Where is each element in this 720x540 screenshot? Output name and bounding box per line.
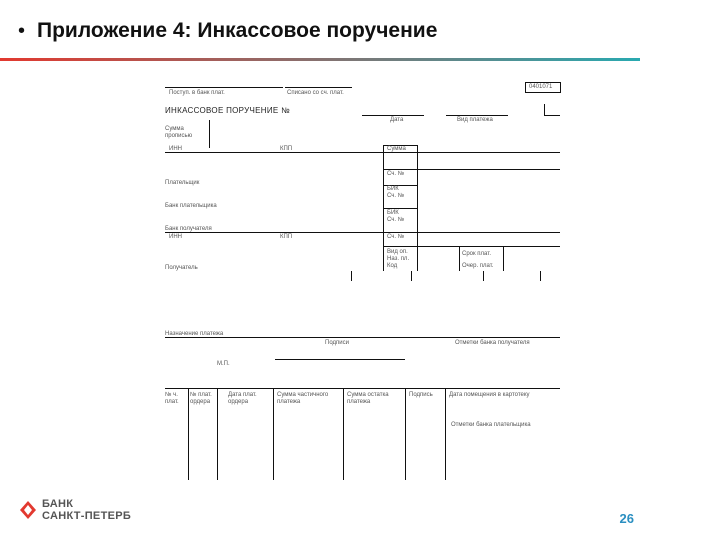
kpp-label-2: КПП	[280, 234, 293, 240]
received-label: Поступ. в банк плат.	[169, 90, 225, 96]
form-code: 0401071	[529, 84, 553, 90]
account-label-2: Сч. №	[387, 193, 405, 199]
inn-label-2: ИНН	[169, 234, 182, 240]
table-col-1: № ч. плат.	[165, 392, 179, 405]
sum-label: Сумма	[387, 146, 406, 152]
bank-logo	[18, 498, 131, 522]
table-col-6: Подпись	[409, 392, 433, 398]
title-divider	[0, 58, 640, 61]
payer-bank-label: Банк плательщика	[165, 203, 217, 209]
page-number: 26	[619, 511, 634, 526]
date-label: Дата	[390, 117, 404, 123]
payer-label: Плательщик	[165, 180, 200, 186]
code-label: Код	[387, 263, 398, 269]
purpose-code-label: Наз. пл.	[387, 256, 410, 262]
table-col-5: Сумма остатка платежа	[347, 392, 389, 405]
table-col-3: Дата плат. ордера	[228, 392, 257, 405]
table-col-7: Дата помещения в картотеку	[449, 392, 530, 398]
pay-term-label: Срок плат.	[462, 251, 492, 257]
account-label-1: Сч. №	[387, 171, 405, 177]
signatures-label: Подписи	[325, 340, 349, 346]
slide-title: Приложение 4: Инкассовое поручение	[37, 19, 438, 42]
payment-purpose-label: Назначение платежа	[165, 331, 224, 337]
mp-label: М.П.	[217, 361, 230, 367]
table-col-8: Отметки банка плательщика	[451, 422, 531, 428]
recipient-bank-label: Банк получателя	[165, 226, 212, 232]
bank-logo-icon	[18, 500, 38, 520]
logo-line-1: БАНК	[42, 498, 74, 510]
bik-label-1: БИК	[387, 186, 399, 192]
slide-title-row	[18, 14, 437, 48]
form-heading: ИНКАССОВОЕ ПОРУЧЕНИЕ №	[165, 106, 290, 115]
op-type-label: Вид оп.	[387, 249, 408, 255]
inn-label: ИНН	[169, 146, 182, 152]
logo-line-2: САНКТ-ПЕТЕРБ	[42, 510, 132, 522]
priority-label: Очер. плат.	[462, 263, 494, 269]
account-label-4: Сч. №	[387, 234, 405, 240]
account-label-3: Сч. №	[387, 217, 405, 223]
recipient-label: Получатель	[165, 265, 198, 271]
amount-words-label: Сумма прописью	[165, 126, 193, 139]
bank-marks-label: Отметки банка получателя	[455, 340, 530, 346]
kpp-label: КПП	[280, 146, 293, 152]
collection-order-form	[165, 82, 565, 482]
debited-label: Списано со сч. плат.	[287, 90, 344, 96]
table-col-2: № плат. ордера	[190, 392, 212, 405]
bullet-icon: •	[18, 19, 26, 42]
bik-label-2: БИК	[387, 210, 399, 216]
table-col-4: Сумма частичного платежа	[277, 392, 329, 405]
payment-type-label: Вид платежа	[457, 117, 493, 123]
